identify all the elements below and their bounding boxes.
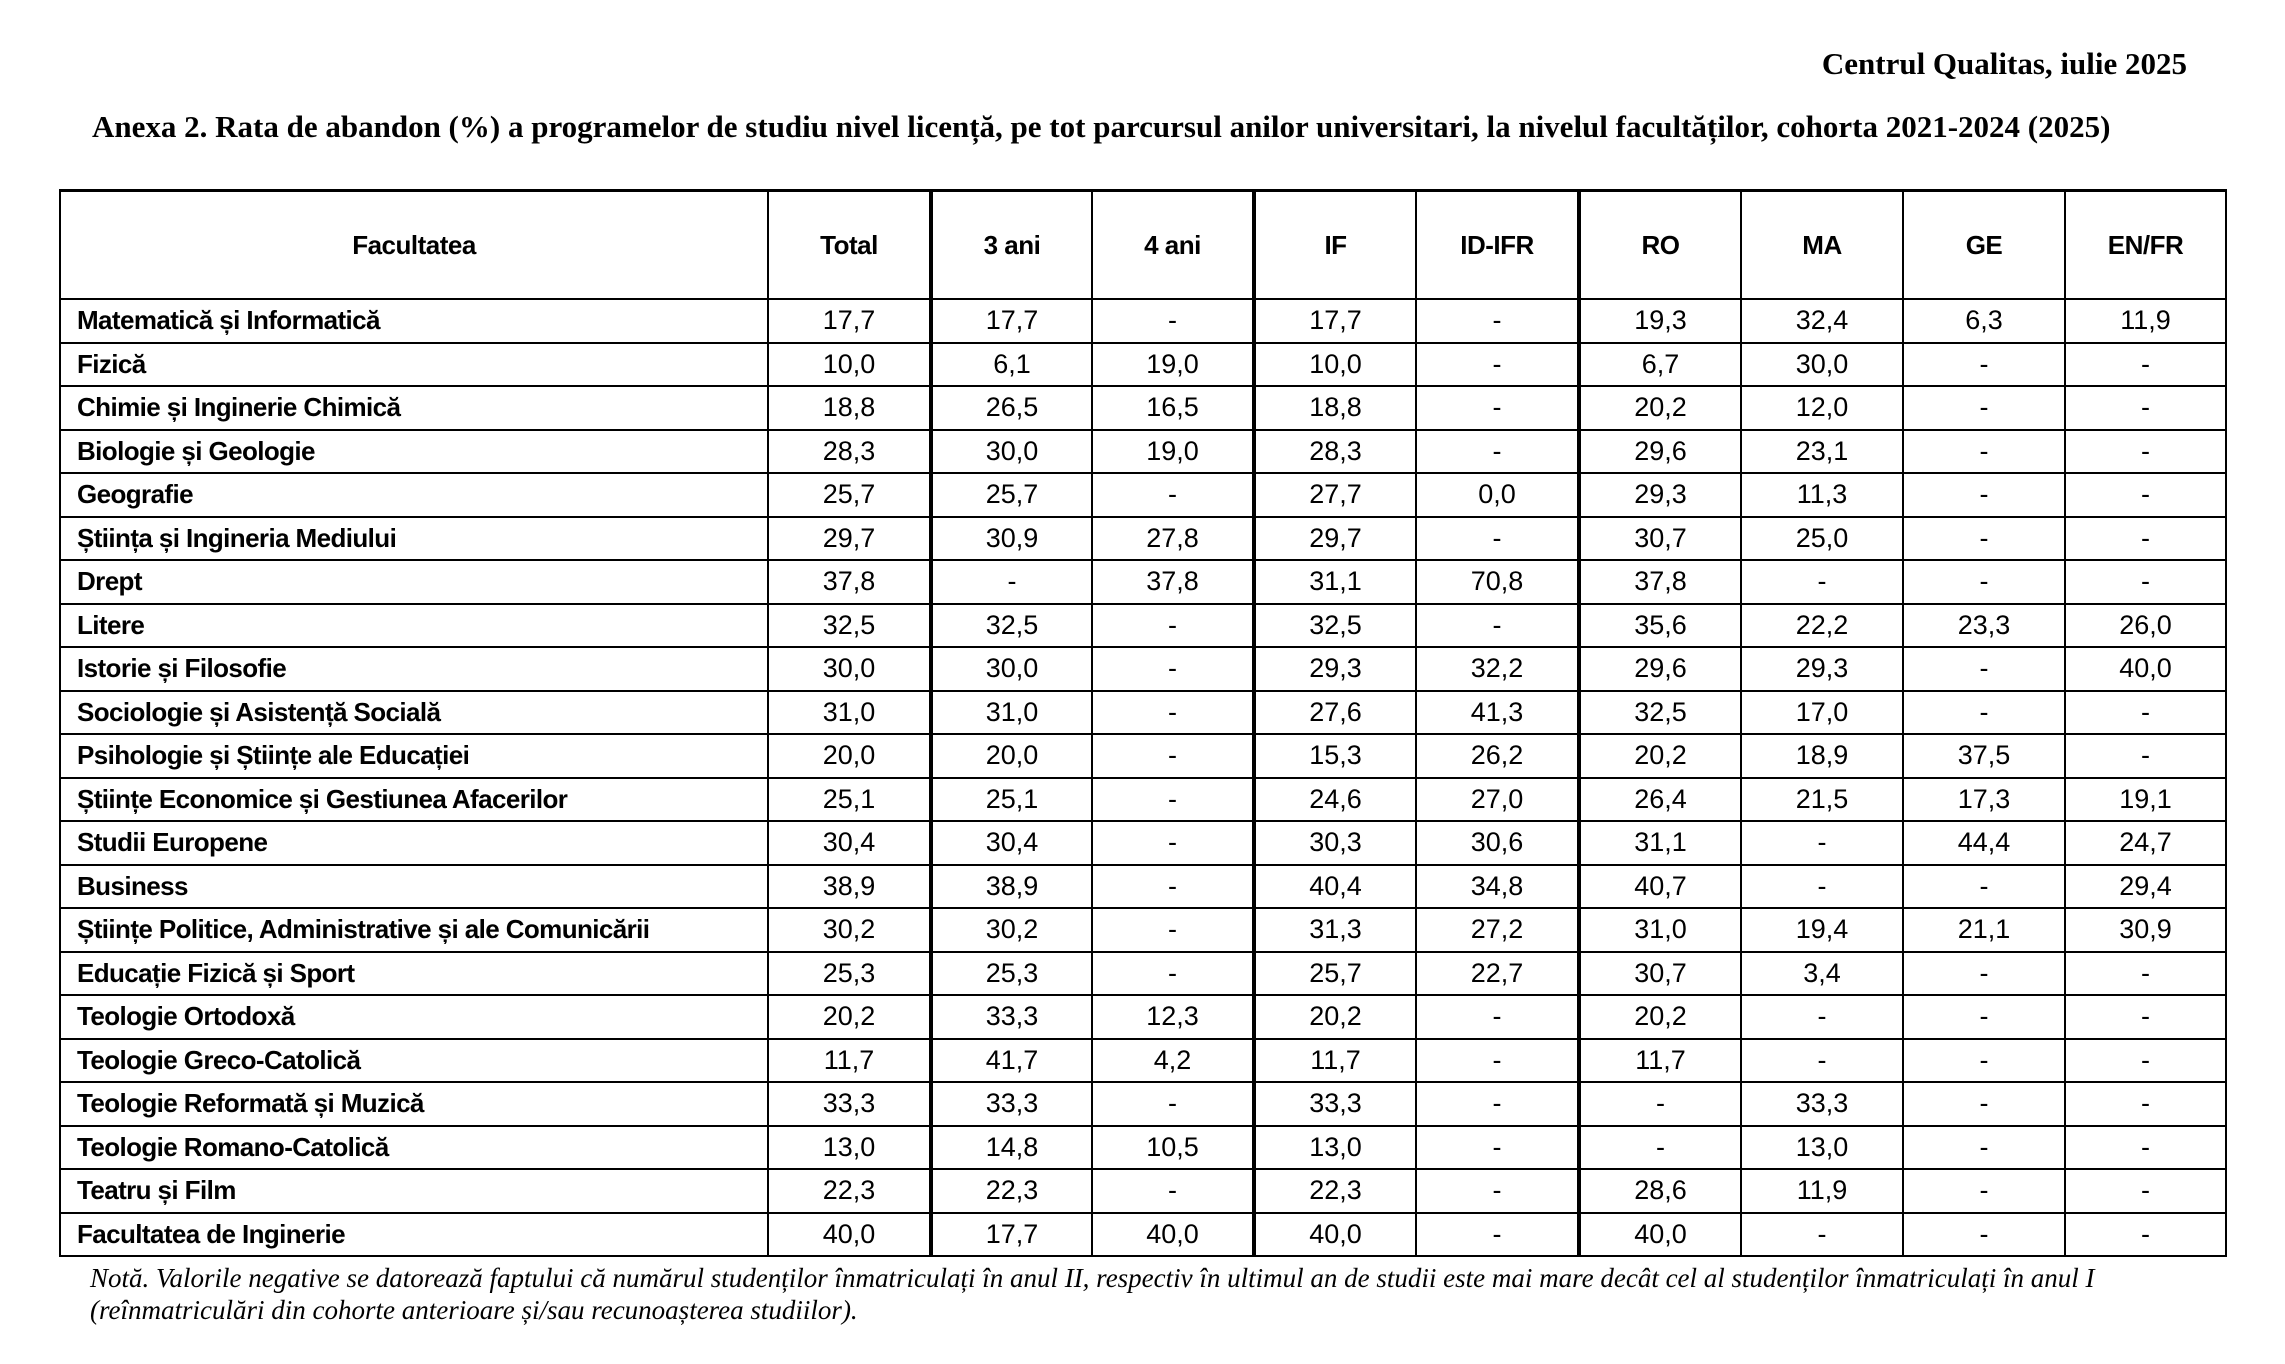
cell-4-ani: 19,0 (1092, 430, 1254, 474)
cell-en-fr: - (2065, 517, 2226, 561)
cell-3-ani: 25,1 (931, 778, 1092, 822)
table-header-row (60, 191, 2226, 300)
table-row (60, 1213, 2226, 1257)
abandon-rate-table (59, 189, 2227, 1257)
cell-4-ani: - (1092, 604, 1254, 648)
cell-3-ani: 14,8 (931, 1126, 1092, 1170)
table-row (60, 1082, 2226, 1126)
column-header-total: Total (768, 191, 931, 300)
faculty-name: Teologie Reformată și Muzică (60, 1082, 768, 1126)
cell-3-ani: 25,7 (931, 473, 1092, 517)
cell-total: 28,3 (768, 430, 931, 474)
faculty-name: Știința și Ingineria Mediului (60, 517, 768, 561)
cell-3-ani: 30,0 (931, 430, 1092, 474)
faculty-name: Business (60, 865, 768, 909)
cell-id-ifr: - (1416, 1039, 1579, 1083)
cell-ge: - (1903, 691, 2065, 735)
cell-if: 11,7 (1254, 1039, 1416, 1083)
cell-ro: 19,3 (1579, 299, 1741, 343)
cell-ge: - (1903, 1169, 2065, 1213)
cell-ro: 28,6 (1579, 1169, 1741, 1213)
faculty-name: Litere (60, 604, 768, 648)
cell-3-ani: 33,3 (931, 995, 1092, 1039)
cell-3-ani: 30,0 (931, 647, 1092, 691)
cell-en-fr: 26,0 (2065, 604, 2226, 648)
column-header-3-ani: 3 ani (931, 191, 1092, 300)
table-row (60, 821, 2226, 865)
cell-3-ani: 17,7 (931, 299, 1092, 343)
cell-en-fr: - (2065, 1169, 2226, 1213)
cell-4-ani: - (1092, 865, 1254, 909)
cell-if: 33,3 (1254, 1082, 1416, 1126)
cell-ro: 29,3 (1579, 473, 1741, 517)
cell-en-fr: - (2065, 734, 2226, 778)
cell-id-ifr: - (1416, 1213, 1579, 1257)
table-row (60, 908, 2226, 952)
column-header-en-fr: EN/FR (2065, 191, 2226, 300)
table-row (60, 1039, 2226, 1083)
cell-ro: - (1579, 1082, 1741, 1126)
cell-ro: 29,6 (1579, 647, 1741, 691)
table-row (60, 343, 2226, 387)
faculty-name: Teologie Greco-Catolică (60, 1039, 768, 1083)
cell-total: 30,4 (768, 821, 931, 865)
cell-ma: - (1741, 560, 1903, 604)
cell-if: 29,7 (1254, 517, 1416, 561)
faculty-name: Facultatea de Inginerie (60, 1213, 768, 1257)
cell-if: 29,3 (1254, 647, 1416, 691)
cell-total: 25,1 (768, 778, 931, 822)
cell-total: 20,2 (768, 995, 931, 1039)
cell-en-fr: - (2065, 952, 2226, 996)
cell-total: 29,7 (768, 517, 931, 561)
cell-ma: 12,0 (1741, 386, 1903, 430)
cell-ro: 6,7 (1579, 343, 1741, 387)
cell-ge: - (1903, 952, 2065, 996)
cell-3-ani: 6,1 (931, 343, 1092, 387)
cell-4-ani: - (1092, 778, 1254, 822)
cell-ro: 37,8 (1579, 560, 1741, 604)
cell-if: 28,3 (1254, 430, 1416, 474)
cell-id-ifr: 70,8 (1416, 560, 1579, 604)
table-row (60, 778, 2226, 822)
cell-ro: 31,1 (1579, 821, 1741, 865)
faculty-name: Teologie Romano-Catolică (60, 1126, 768, 1170)
column-header-ro: RO (1579, 191, 1741, 300)
cell-en-fr: 24,7 (2065, 821, 2226, 865)
cell-3-ani: 32,5 (931, 604, 1092, 648)
cell-if: 20,2 (1254, 995, 1416, 1039)
cell-en-fr: - (2065, 1213, 2226, 1257)
cell-4-ani: - (1092, 691, 1254, 735)
cell-id-ifr: - (1416, 1082, 1579, 1126)
cell-en-fr: - (2065, 386, 2226, 430)
cell-id-ifr: 32,2 (1416, 647, 1579, 691)
cell-total: 18,8 (768, 386, 931, 430)
table-row (60, 691, 2226, 735)
cell-3-ani: 22,3 (931, 1169, 1092, 1213)
faculty-name: Studii Europene (60, 821, 768, 865)
faculty-name: Științe Economice și Gestiunea Afacerilor (60, 778, 768, 822)
faculty-name: Sociologie și Asistență Socială (60, 691, 768, 735)
cell-ma: 21,5 (1741, 778, 1903, 822)
cell-4-ani: - (1092, 952, 1254, 996)
cell-id-ifr: - (1416, 604, 1579, 648)
cell-if: 27,7 (1254, 473, 1416, 517)
cell-en-fr: - (2065, 560, 2226, 604)
cell-4-ani: 16,5 (1092, 386, 1254, 430)
cell-3-ani: 38,9 (931, 865, 1092, 909)
cell-ma: 29,3 (1741, 647, 1903, 691)
cell-3-ani: 30,2 (931, 908, 1092, 952)
cell-ma: 13,0 (1741, 1126, 1903, 1170)
cell-en-fr: - (2065, 473, 2226, 517)
table-row (60, 560, 2226, 604)
faculty-name: Istorie și Filosofie (60, 647, 768, 691)
column-header-4-ani: 4 ani (1092, 191, 1254, 300)
cell-3-ani: 25,3 (931, 952, 1092, 996)
cell-if: 40,4 (1254, 865, 1416, 909)
table-row (60, 995, 2226, 1039)
cell-3-ani: 30,4 (931, 821, 1092, 865)
cell-ge: - (1903, 1213, 2065, 1257)
cell-ma: - (1741, 1213, 1903, 1257)
cell-4-ani: - (1092, 908, 1254, 952)
cell-en-fr: 30,9 (2065, 908, 2226, 952)
cell-ma: - (1741, 1039, 1903, 1083)
faculty-name: Psihologie și Științe ale Educației (60, 734, 768, 778)
cell-ge: - (1903, 517, 2065, 561)
cell-3-ani: 30,9 (931, 517, 1092, 561)
cell-total: 17,7 (768, 299, 931, 343)
faculty-name: Fizică (60, 343, 768, 387)
table-row (60, 1126, 2226, 1170)
faculty-name: Teologie Ortodoxă (60, 995, 768, 1039)
cell-total: 37,8 (768, 560, 931, 604)
faculty-name: Chimie și Inginerie Chimică (60, 386, 768, 430)
cell-id-ifr: 27,0 (1416, 778, 1579, 822)
cell-if: 17,7 (1254, 299, 1416, 343)
cell-4-ani: 40,0 (1092, 1213, 1254, 1257)
cell-if: 15,3 (1254, 734, 1416, 778)
cell-en-fr: - (2065, 343, 2226, 387)
cell-id-ifr: 0,0 (1416, 473, 1579, 517)
cell-ge: 21,1 (1903, 908, 2065, 952)
cell-4-ani: - (1092, 821, 1254, 865)
cell-3-ani: 20,0 (931, 734, 1092, 778)
cell-4-ani: 27,8 (1092, 517, 1254, 561)
cell-ge: - (1903, 386, 2065, 430)
cell-ro: 40,7 (1579, 865, 1741, 909)
cell-id-ifr: 34,8 (1416, 865, 1579, 909)
cell-id-ifr: - (1416, 995, 1579, 1039)
table-row (60, 386, 2226, 430)
cell-if: 31,1 (1254, 560, 1416, 604)
cell-id-ifr: - (1416, 1169, 1579, 1213)
cell-total: 30,2 (768, 908, 931, 952)
cell-if: 40,0 (1254, 1213, 1416, 1257)
cell-4-ani: 10,5 (1092, 1126, 1254, 1170)
cell-if: 10,0 (1254, 343, 1416, 387)
cell-if: 13,0 (1254, 1126, 1416, 1170)
cell-id-ifr: 30,6 (1416, 821, 1579, 865)
cell-ro: 29,6 (1579, 430, 1741, 474)
cell-3-ani: 26,5 (931, 386, 1092, 430)
cell-ma: 17,0 (1741, 691, 1903, 735)
column-header-ma: MA (1741, 191, 1903, 300)
faculty-name: Educație Fizică și Sport (60, 952, 768, 996)
cell-if: 32,5 (1254, 604, 1416, 648)
cell-id-ifr: - (1416, 386, 1579, 430)
faculty-name: Geografie (60, 473, 768, 517)
table-row (60, 647, 2226, 691)
cell-ro: - (1579, 1126, 1741, 1170)
cell-ge: 44,4 (1903, 821, 2065, 865)
cell-total: 33,3 (768, 1082, 931, 1126)
cell-ge: - (1903, 430, 2065, 474)
cell-total: 31,0 (768, 691, 931, 735)
faculty-name: Teatru și Film (60, 1169, 768, 1213)
cell-total: 32,5 (768, 604, 931, 648)
cell-id-ifr: - (1416, 343, 1579, 387)
table-note: Notă. Valorile negative se datorează faptului că numărul studenților înmatriculați în anul II, respectiv în ultimul an de studii este mai mare decât cel al studenților înmatriculați în anul I (reînmatriculări din cohorte anterioare și/sau recunoașterea studiilor). (90, 1263, 2095, 1325)
table-row (60, 604, 2226, 648)
cell-ma: - (1741, 995, 1903, 1039)
cell-id-ifr: 26,2 (1416, 734, 1579, 778)
cell-if: 31,3 (1254, 908, 1416, 952)
cell-ge: - (1903, 473, 2065, 517)
cell-ma: 25,0 (1741, 517, 1903, 561)
cell-en-fr: 29,4 (2065, 865, 2226, 909)
column-header-facultatea: Facultatea (60, 191, 768, 300)
page-title: Anexa 2. Rata de abandon (%) a programelor de studiu nivel licență, pe tot parcursul anilor universitari, la nivelul facultăților, cohorta 2021-2024 (2025) (92, 109, 2111, 144)
cell-ge: - (1903, 647, 2065, 691)
cell-ma: 33,3 (1741, 1082, 1903, 1126)
column-header-id-ifr: ID-IFR (1416, 191, 1579, 300)
cell-if: 22,3 (1254, 1169, 1416, 1213)
cell-id-ifr: - (1416, 517, 1579, 561)
cell-4-ani: 12,3 (1092, 995, 1254, 1039)
cell-id-ifr: 27,2 (1416, 908, 1579, 952)
cell-total: 38,9 (768, 865, 931, 909)
table-row (60, 734, 2226, 778)
cell-ro: 31,0 (1579, 908, 1741, 952)
cell-4-ani: - (1092, 473, 1254, 517)
cell-ro: 30,7 (1579, 517, 1741, 561)
cell-ge: - (1903, 1082, 2065, 1126)
cell-ma: 22,2 (1741, 604, 1903, 648)
cell-ma: 18,9 (1741, 734, 1903, 778)
cell-total: 13,0 (768, 1126, 931, 1170)
table-row (60, 952, 2226, 996)
cell-en-fr: - (2065, 1039, 2226, 1083)
cell-3-ani: 31,0 (931, 691, 1092, 735)
cell-ma: 11,3 (1741, 473, 1903, 517)
cell-en-fr: - (2065, 995, 2226, 1039)
cell-en-fr: 11,9 (2065, 299, 2226, 343)
cell-ro: 11,7 (1579, 1039, 1741, 1083)
cell-ge: - (1903, 1039, 2065, 1083)
table-row (60, 517, 2226, 561)
cell-if: 24,6 (1254, 778, 1416, 822)
cell-4-ani: 4,2 (1092, 1039, 1254, 1083)
cell-ge: 37,5 (1903, 734, 2065, 778)
cell-ma: 32,4 (1741, 299, 1903, 343)
cell-4-ani: - (1092, 1169, 1254, 1213)
cell-id-ifr: - (1416, 1126, 1579, 1170)
cell-ro: 32,5 (1579, 691, 1741, 735)
cell-en-fr: - (2065, 430, 2226, 474)
cell-id-ifr: 22,7 (1416, 952, 1579, 996)
cell-ge: 23,3 (1903, 604, 2065, 648)
cell-ro: 20,2 (1579, 995, 1741, 1039)
cell-total: 25,7 (768, 473, 931, 517)
cell-ma: 3,4 (1741, 952, 1903, 996)
cell-en-fr: 19,1 (2065, 778, 2226, 822)
cell-4-ani: 19,0 (1092, 343, 1254, 387)
cell-en-fr: - (2065, 691, 2226, 735)
cell-4-ani: - (1092, 647, 1254, 691)
cell-id-ifr: - (1416, 430, 1579, 474)
faculty-name: Biologie și Geologie (60, 430, 768, 474)
cell-id-ifr: - (1416, 299, 1579, 343)
cell-4-ani: 37,8 (1092, 560, 1254, 604)
cell-id-ifr: 41,3 (1416, 691, 1579, 735)
cell-4-ani: - (1092, 734, 1254, 778)
cell-ro: 20,2 (1579, 386, 1741, 430)
table-row (60, 473, 2226, 517)
cell-total: 30,0 (768, 647, 931, 691)
cell-total: 25,3 (768, 952, 931, 996)
cell-ro: 26,4 (1579, 778, 1741, 822)
cell-ge: 6,3 (1903, 299, 2065, 343)
cell-ma: - (1741, 865, 1903, 909)
cell-ma: - (1741, 821, 1903, 865)
faculty-name: Matematică și Informatică (60, 299, 768, 343)
cell-total: 22,3 (768, 1169, 931, 1213)
column-header-if: IF (1254, 191, 1416, 300)
cell-if: 18,8 (1254, 386, 1416, 430)
cell-ro: 40,0 (1579, 1213, 1741, 1257)
cell-ge: - (1903, 560, 2065, 604)
organization-date: Centrul Qualitas, iulie 2025 (1821, 46, 2187, 81)
cell-if: 30,3 (1254, 821, 1416, 865)
cell-ge: - (1903, 1126, 2065, 1170)
table-row (60, 865, 2226, 909)
cell-total: 10,0 (768, 343, 931, 387)
cell-if: 25,7 (1254, 952, 1416, 996)
cell-if: 27,6 (1254, 691, 1416, 735)
cell-en-fr: 40,0 (2065, 647, 2226, 691)
cell-ma: 23,1 (1741, 430, 1903, 474)
cell-ma: 11,9 (1741, 1169, 1903, 1213)
faculty-name: Drept (60, 560, 768, 604)
cell-total: 11,7 (768, 1039, 931, 1083)
table-row (60, 430, 2226, 474)
table-row (60, 1169, 2226, 1213)
cell-3-ani: 41,7 (931, 1039, 1092, 1083)
cell-ma: 19,4 (1741, 908, 1903, 952)
cell-ge: - (1903, 995, 2065, 1039)
cell-en-fr: - (2065, 1126, 2226, 1170)
cell-ge: - (1903, 343, 2065, 387)
cell-4-ani: - (1092, 299, 1254, 343)
column-header-ge: GE (1903, 191, 2065, 300)
cell-3-ani: 17,7 (931, 1213, 1092, 1257)
cell-ro: 30,7 (1579, 952, 1741, 996)
cell-4-ani: - (1092, 1082, 1254, 1126)
cell-ge: 17,3 (1903, 778, 2065, 822)
cell-ro: 20,2 (1579, 734, 1741, 778)
cell-total: 20,0 (768, 734, 931, 778)
cell-ma: 30,0 (1741, 343, 1903, 387)
faculty-name: Științe Politice, Administrative și ale Comunicării (60, 908, 768, 952)
cell-ro: 35,6 (1579, 604, 1741, 648)
cell-total: 40,0 (768, 1213, 931, 1257)
cell-3-ani: 33,3 (931, 1082, 1092, 1126)
cell-en-fr: - (2065, 1082, 2226, 1126)
table-row (60, 299, 2226, 343)
cell-ge: - (1903, 865, 2065, 909)
cell-3-ani: - (931, 560, 1092, 604)
